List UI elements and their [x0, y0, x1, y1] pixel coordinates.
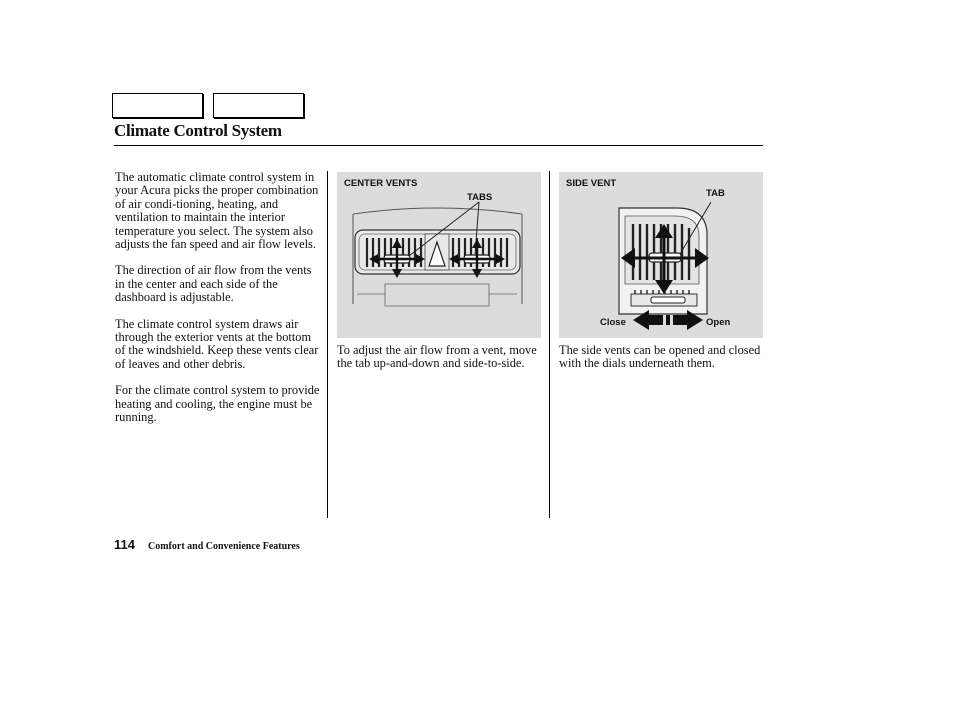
paragraph-direction: The direction of air flow from the vents in the center and each side of the dashboard is adjustable.	[115, 263, 312, 305]
page-title: Climate Control System	[114, 121, 282, 140]
intro-column	[115, 171, 323, 438]
paragraph-exterior-vents: The climate control system draws air through the exterior vents at the bottom of the windshield. Keep these vents clear of leaves and other debris.	[115, 316, 319, 371]
tab-label: TAB	[706, 188, 725, 199]
column-divider	[327, 171, 328, 518]
side-vent-illustration	[559, 172, 763, 338]
center-vents-figure	[337, 172, 541, 338]
side-vent-figure	[559, 172, 763, 338]
column-divider	[549, 171, 550, 518]
center-vents-illustration	[337, 172, 541, 338]
paragraph-automatic: The automatic climate control system in your Acura picks the proper combination of air condi-tioning, heating, and ventilation to maintain the interior temperature you select. The system also adjusts the fan speed and air flow levels.	[115, 170, 319, 252]
page-number: 114	[114, 537, 135, 552]
paragraph-engine: For the climate control system to provide heating and cooling, the engine must be running.	[115, 383, 320, 425]
side-vent-caption: The side vents can be opened and closed with the dials underneath them.	[559, 343, 761, 371]
center-vents-title: CENTER VENTS	[344, 178, 418, 189]
title-rule	[114, 145, 763, 146]
center-vents-caption: To adjust the air flow from a vent, move the tab up-and-down and side-to-side.	[337, 343, 537, 371]
nav-tab-box-right[interactable]	[213, 93, 304, 118]
side-vent-title: SIDE VENT	[566, 178, 617, 189]
tabs-label: TABS	[467, 192, 493, 203]
footer-section: Comfort and Convenience Features	[148, 541, 300, 552]
open-label: Open	[706, 317, 731, 328]
close-label: Close	[600, 317, 626, 328]
nav-tab-box-left[interactable]	[112, 93, 203, 118]
